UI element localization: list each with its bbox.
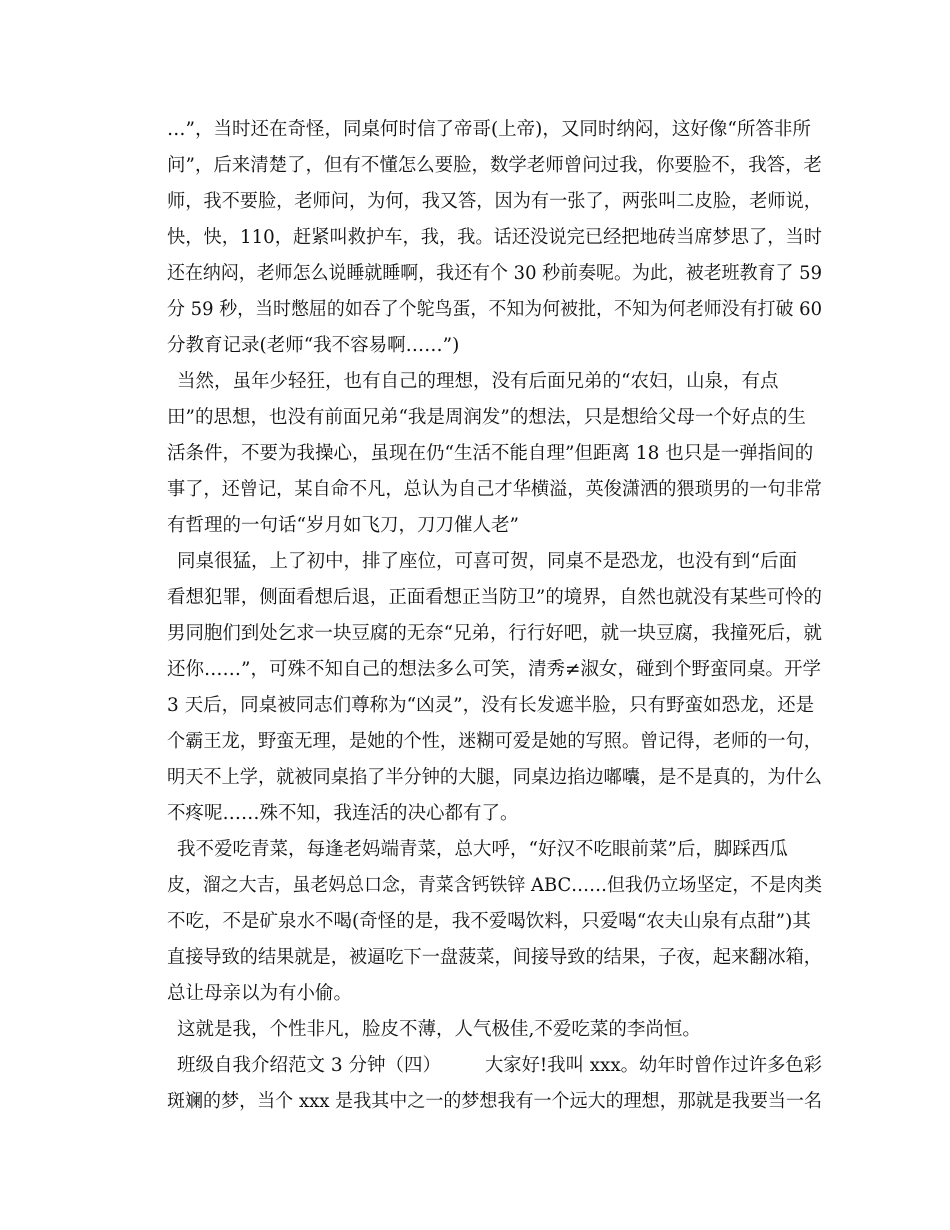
section-heading: 班级自我介绍范文 3 分钟（四）	[177, 1055, 442, 1076]
text-line-content: …”，当时还在奇怪，同桌何时信了帝哥(上帝)，又同时纳闷，这好像“所答非所	[167, 119, 811, 140]
text-line-content: 男同胞们到处乞求一块豆腐的无奈“兄弟，行行好吧，就一块豆腐，我撞死后，就	[167, 623, 822, 644]
text-line-content: 田”的思想，也没有前面兄弟“我是周润发”的想法，只是想给父母一个好点的生	[167, 407, 806, 428]
text-line-content: 3 天后，同桌被同志们尊称为“凶灵”，没有长发遮半脸，只有野蛮如恐龙，还是	[167, 695, 815, 716]
text-line	[0, 1084, 950, 1120]
text-line-content: 当然，虽年少轻狂，也有自己的理想，没有后面兄弟的“农妇，山泉，有点	[177, 371, 779, 392]
text-line-content: 我不爱吃青菜，每逢老妈端青菜，总大呼，“好汉不吃眼前菜”后，脚踩西瓜	[177, 839, 788, 860]
text-line	[0, 760, 950, 796]
text-line	[0, 292, 950, 328]
text-line	[0, 472, 950, 508]
text-line	[0, 976, 950, 1012]
text-line	[0, 400, 950, 436]
text-line-content: 这就是我，个性非凡，脸皮不薄，人气极佳,不爱吃菜的李尚恒。	[177, 1019, 701, 1040]
text-line-content: 分教育记录(老师“我不容易啊……”)	[167, 335, 460, 356]
text-line-content: 直接导致的结果就是，被逼吃下一盘菠菜，间接导致的结果，子夜，起来翻冰箱，	[167, 947, 822, 968]
text-line-content: 斑斓的梦，当个 xxx 是我其中之一的梦想我有一个远大的理想，那就是我要当一名	[167, 1091, 822, 1112]
text-line	[0, 724, 950, 760]
text-line	[0, 904, 950, 940]
text-line	[0, 616, 950, 652]
text-line	[0, 184, 950, 220]
text-line	[0, 652, 950, 688]
text-line	[0, 436, 950, 472]
text-line-content: 不吃，不是矿泉水不喝(奇怪的是，我不爱喝饮料，只爱喝“农夫山泉有点甜”)其	[167, 911, 811, 932]
text-line-content: 大家好!我叫 xxx。幼年时曾作过许多色彩	[485, 1055, 822, 1076]
text-line	[0, 508, 950, 544]
text-line	[0, 688, 950, 724]
text-line-content: 还你……”，可殊不知自己的想法多么可笑，清秀≠淑女，碰到个野蛮同桌。开学	[167, 659, 821, 680]
text-line	[0, 328, 950, 364]
text-line	[0, 580, 950, 616]
paragraph-first-line	[0, 364, 950, 400]
text-line-content: 活条件，不要为我操心，虽现在仍“生活不能自理”但距离 18 也只是一弹指间的	[167, 443, 814, 464]
text-line-content: 有哲理的一句话“岁月如飞刀，刀刀催人老”	[167, 515, 519, 536]
text-line-content: 皮，溜之大吉，虽老妈总口念，青菜含钙铁锌 ABC……但我仍立场坚定，不是肉类	[167, 875, 822, 896]
paragraph-first-line	[0, 832, 950, 868]
text-line-content: 同桌很猛，上了初中，排了座位，可喜可贺，同桌不是恐龙，也没有到“后面	[177, 551, 797, 572]
text-line-content: 还在纳闷，老师怎么说睡就睡啊，我还有个 30 秒前奏呢。为此，被老班教育了 59	[167, 263, 822, 284]
text-line	[0, 220, 950, 256]
text-line	[0, 796, 950, 832]
paragraph-first-line	[0, 544, 950, 580]
text-line-content: 分 59 秒，当时憋屈的如吞了个鸵鸟蛋，不知为何被批，不知为何老师没有打破 60	[167, 299, 822, 320]
text-line-content: 问”，后来清楚了，但有不懂怎么要脸，数学老师曾问过我，你要脸不，我答，老	[167, 155, 822, 176]
text-line-content: 看想犯罪，侧面看想后退，正面看想正当防卫”的境界，自然也就没有某些可怜的	[167, 587, 822, 608]
text-line	[0, 868, 950, 904]
text-line	[0, 256, 950, 292]
text-line-content: 师，我不要脸，老师问，为何，我又答，因为有一张了，两张叫二皮脸，老师说，	[167, 191, 822, 212]
text-line	[0, 940, 950, 976]
text-line-content: 不疼呢……殊不知，我连活的决心都有了。	[167, 803, 519, 824]
text-line	[0, 148, 950, 184]
text-line-content: 明天不上学，就被同桌掐了半分钟的大腿，同桌边掐边嘟囔，是不是真的，为什么	[167, 767, 822, 788]
paragraph-first-line	[0, 1012, 950, 1048]
paragraph-first-line	[0, 1048, 950, 1084]
text-line-content: 总让母亲以为有小偷。	[167, 983, 353, 1004]
text-line-content: 事了，还曾记，某自命不凡，总认为自己才华横溢，英俊潇洒的猥琐男的一句非常	[167, 479, 822, 500]
text-line-content: 个霸王龙，野蛮无理，是她的个性，迷糊可爱是她的写照。曾记得，老师的一句，	[167, 731, 822, 752]
text-line-content: 快，快，110，赶紧叫救护车，我，我。话还没说完已经把地砖当席梦思了，当时	[167, 227, 822, 248]
text-line	[0, 112, 950, 148]
